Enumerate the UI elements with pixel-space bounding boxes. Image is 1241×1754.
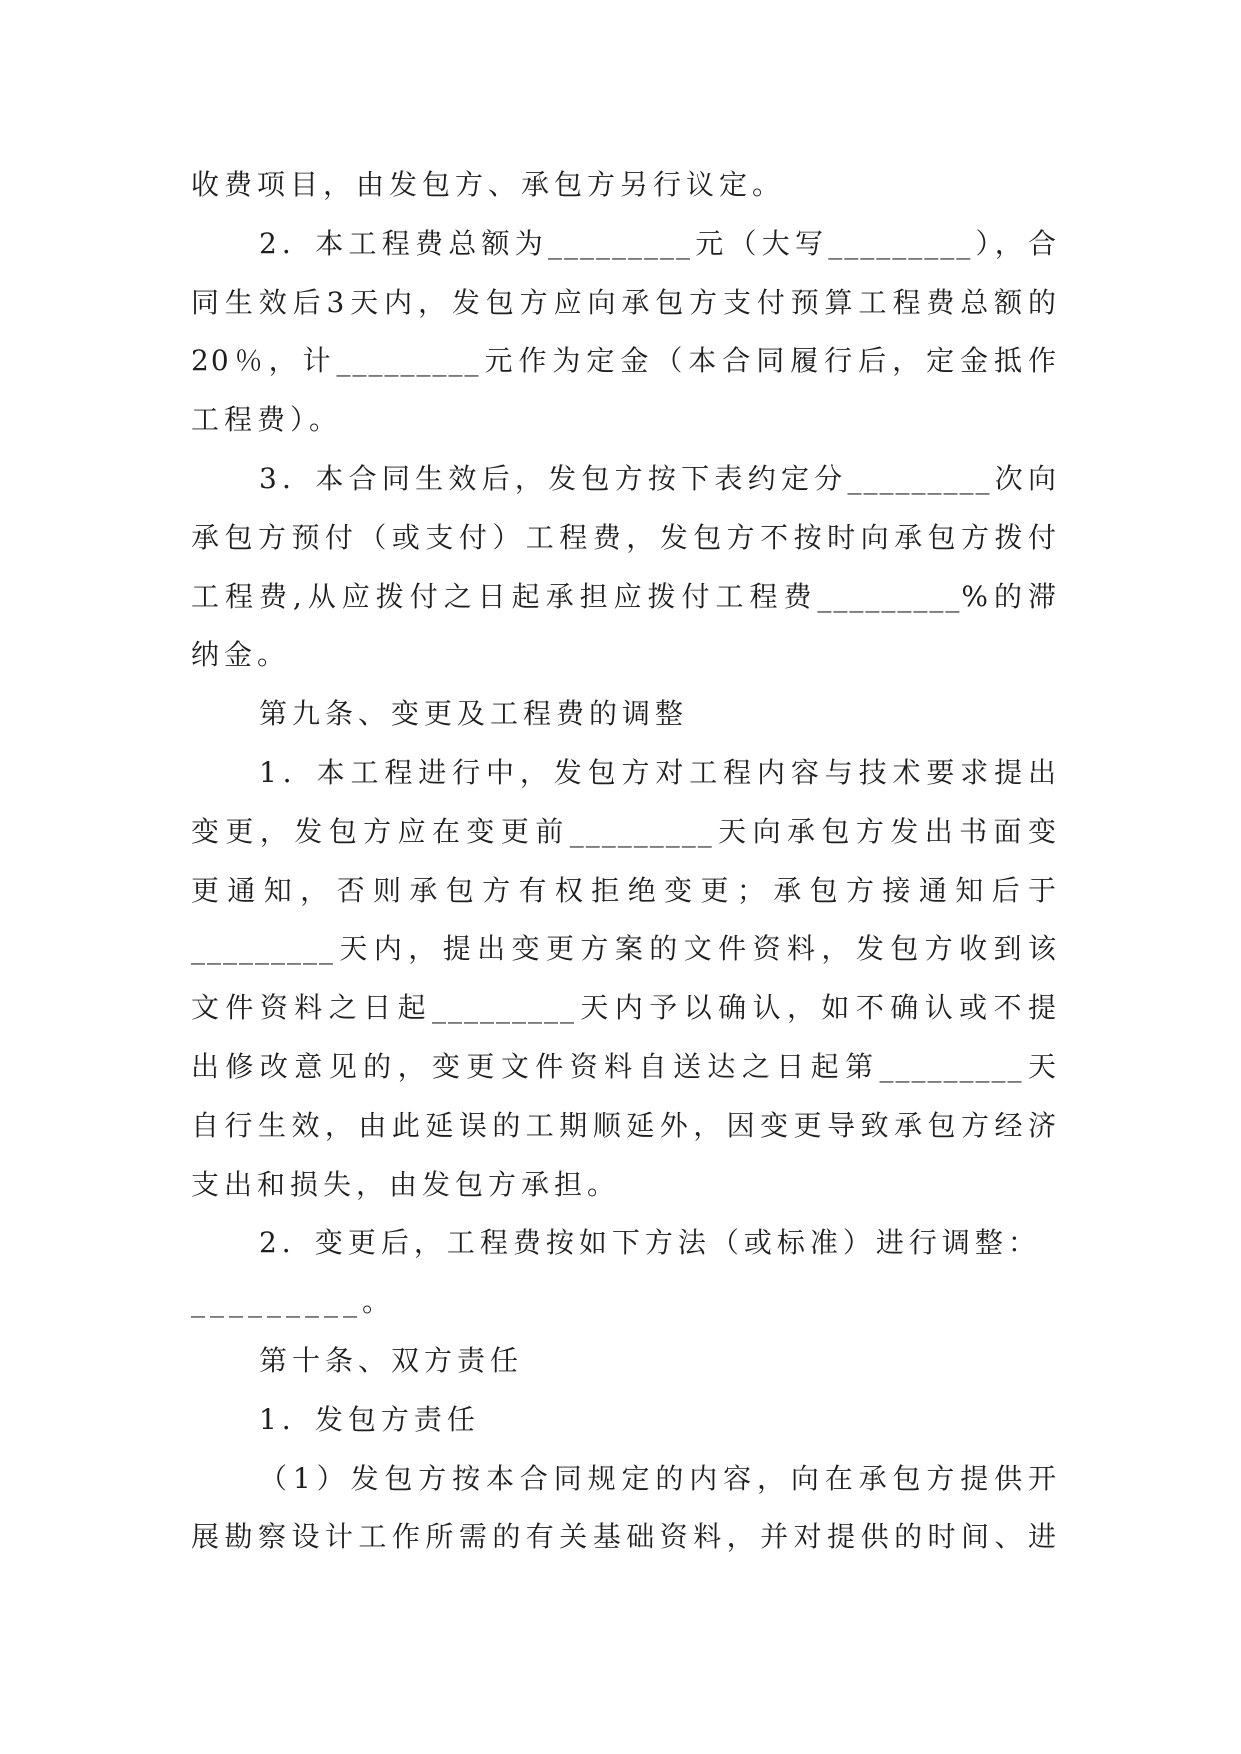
paragraph-line: 收费项目，由发包方、承包方另行议定。 — [191, 168, 786, 201]
paragraph-line: 2．本工程费总额为_________元（大写_________），合 — [259, 226, 1058, 260]
paragraph-line: 更通知，否则承包方有权拒绝变更；承包方接通知后于 — [191, 873, 1058, 907]
paragraph — [191, 156, 1058, 215]
paragraph-line: 20％，计_________元作为定金（本合同履行后，定金抵作 — [191, 344, 1058, 378]
paragraph-line: 2．变更后，工程费按如下方法（或标准）进行调整： — [259, 1226, 1041, 1260]
paragraph-line: 支出和损失，由发包方承担。 — [191, 1167, 621, 1201]
article-heading — [191, 1332, 1058, 1391]
contract-body — [191, 156, 1058, 1567]
paragraph-line: 工程费）。 — [191, 403, 343, 437]
paragraph — [191, 744, 1058, 1214]
paragraph-line: 同生效后3天内，发包方应向承包方支付预算工程费总额的 — [191, 285, 1058, 319]
article-heading — [191, 685, 1058, 744]
paragraph — [191, 215, 1058, 450]
paragraph-line: 工程费,从应拨付之日起承担应拨付工程费_________%的滞 — [191, 579, 1058, 613]
paragraph-line: 1．本工程进行中，发包方对工程内容与技术要求提出 — [259, 755, 1058, 789]
article-heading-text: 第十条、双方责任 — [259, 1343, 524, 1377]
paragraph-line: 出修改意见的，变更文件资料自送达之日起第_________天 — [191, 1049, 1058, 1083]
paragraph — [191, 1214, 1058, 1332]
paragraph-line: _________。 — [191, 1285, 396, 1319]
paragraph — [191, 1450, 1058, 1568]
paragraph-line: 纳金。 — [191, 638, 291, 672]
subheading — [191, 1391, 1058, 1450]
paragraph-line: 变更，发包方应在变更前_________天向承包方发出书面变 — [191, 814, 1058, 848]
paragraph-line: _________天内，提出变更方案的文件资料，发包方收到该 — [191, 932, 1058, 966]
article-heading-text: 第九条、变更及工程费的调整 — [259, 697, 689, 731]
paragraph-line: 文件资料之日起_________天内予以确认，如不确认或不提 — [191, 991, 1058, 1025]
subheading-text: 1．发包方责任 — [259, 1402, 480, 1436]
paragraph — [191, 450, 1058, 685]
paragraph-line: 展勘察设计工作所需的有关基础资料，并对提供的时间、进 — [191, 1520, 1058, 1554]
paragraph-line: （1）发包方按本合同规定的内容，向在承包方提供开 — [259, 1461, 1058, 1495]
paragraph-line: 3．本合同生效后，发包方按下表约定分_________次向 — [259, 461, 1058, 495]
paragraph-line: 承包方预付（或支付）工程费，发包方不按时向承包方拨付 — [191, 520, 1058, 554]
paragraph-line: 自行生效，由此延误的工期顺延外，因变更导致承包方经济 — [191, 1108, 1058, 1142]
